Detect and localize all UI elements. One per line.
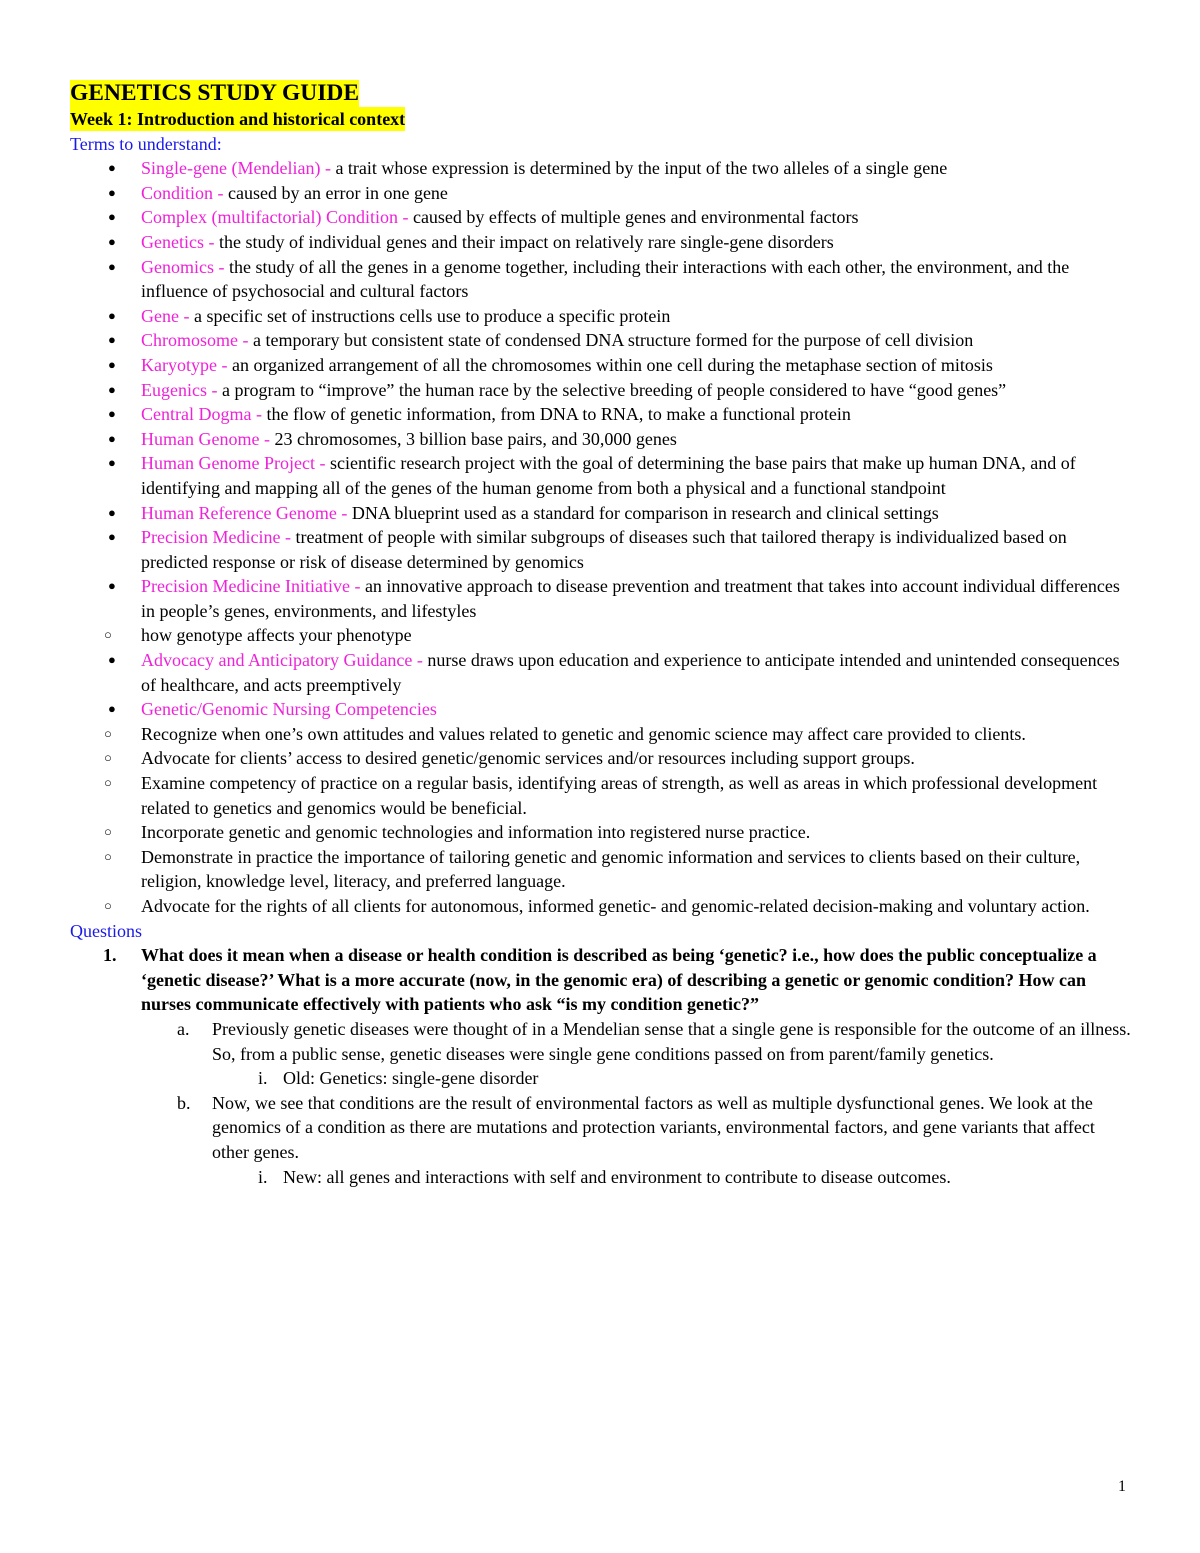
hollow-bullet-icon: ○ bbox=[104, 725, 112, 741]
term-definition: caused by effects of multiple genes and environmental factors bbox=[408, 207, 859, 228]
term-definition: the study of individual genes and their impact on relatively rare single-gene disorders bbox=[214, 231, 834, 252]
term-subitem-text: how genotype affects your phenotype bbox=[141, 625, 412, 646]
competency-item bbox=[70, 894, 1132, 919]
term-item bbox=[70, 427, 1132, 452]
term-item bbox=[70, 574, 1132, 648]
term-label: Genetic/Genomic Nursing Competencies bbox=[141, 699, 437, 720]
answer-item bbox=[141, 1017, 1132, 1091]
competency-item bbox=[70, 771, 1132, 820]
term-label: Genetics - bbox=[141, 231, 215, 252]
term-definition: caused by an error in one gene bbox=[223, 182, 448, 203]
competency-text: Incorporate genetic and genomic technologies and information into registered nurse practice. bbox=[141, 822, 811, 843]
term-definition: a temporary but consistent state of condensed DNA structure formed for the purpose of cell division bbox=[248, 330, 974, 351]
hollow-bullet-icon: ○ bbox=[104, 627, 112, 643]
term-label: Karyotype - bbox=[141, 354, 228, 375]
answer-label: b. bbox=[177, 1092, 191, 1113]
answer-subitem bbox=[212, 1165, 1132, 1190]
term-label: Complex (multifactorial) Condition - bbox=[141, 207, 409, 228]
doc-title: GENETICS STUDY GUIDE bbox=[70, 80, 360, 106]
term-label: Chromosome - bbox=[141, 330, 249, 351]
bullet-icon: ● bbox=[108, 160, 116, 176]
term-definition: a trait whose expression is determined by the input of the two alleles of a single gene bbox=[330, 158, 948, 179]
answer-sub-label: i. bbox=[258, 1166, 268, 1187]
term-item bbox=[70, 181, 1132, 206]
page-number: 1 bbox=[1118, 1478, 1126, 1495]
term-definition: an innovative approach to disease prevention and treatment that takes into account individual differences in people’s genes, environments, and lifestyles bbox=[141, 576, 1120, 621]
answer-sub-text: Old: Genetics: single-gene disorder bbox=[283, 1068, 539, 1089]
competency-text: Demonstrate in practice the importance of tailoring genetic and genomic information and services to clients based on their culture, religion, knowledge level, literacy, and preferred language. bbox=[141, 846, 1081, 892]
term-subitem bbox=[70, 623, 1132, 648]
bullet-icon: ● bbox=[108, 184, 116, 200]
bullet-icon: ● bbox=[108, 504, 116, 520]
questions-list bbox=[70, 943, 1132, 1189]
term-label: Eugenics - bbox=[141, 379, 218, 400]
bullet-icon: ● bbox=[108, 332, 116, 348]
term-label: Gene - bbox=[141, 305, 190, 326]
bullet-icon: ● bbox=[108, 652, 116, 668]
term-definition: the study of all the genes in a genome together, including their interactions with each other, the environment, and the influence of psychosocial and cultural factors bbox=[141, 256, 1070, 302]
term-definition: DNA blueprint used as a standard for comparison in research and clinical settings bbox=[347, 502, 939, 523]
term-item bbox=[70, 451, 1132, 500]
competency-item bbox=[70, 722, 1132, 747]
term-label: Human Genome Project - bbox=[141, 453, 326, 474]
term-item bbox=[70, 353, 1132, 378]
bullet-icon: ● bbox=[108, 701, 116, 717]
term-label: Genomics - bbox=[141, 256, 225, 277]
terms-heading: Terms to understand: bbox=[70, 133, 222, 154]
competency-text: Advocate for clients’ access to desired genetic/genomic services and/or resources including support groups. bbox=[141, 748, 915, 769]
bullet-icon: ● bbox=[108, 381, 116, 397]
term-label: Human Genome - bbox=[141, 428, 270, 449]
term-definition: an organized arrangement of all the chromosomes within one cell during the metaphase section of mitosis bbox=[227, 354, 993, 375]
question-text: What does it mean when a disease or health condition is described as being ‘genetic? i.e., how does the public conceptualize a ‘genetic disease?’ What is a more accurate (now, in the genomic era) of describing a genetic or genomic condition? How can nurses communicate effectively with patients who ask “is my condition genetic?” bbox=[141, 945, 1097, 1015]
term-definition: nurse draws upon education and experience to anticipate intended and unintended consequences of healthcare, and acts preemptively bbox=[141, 650, 1120, 695]
term-definition: a program to “improve” the human race by the selective breeding of people considered to have “good genes” bbox=[217, 379, 1007, 400]
bullet-icon: ● bbox=[108, 209, 116, 225]
hollow-bullet-icon: ○ bbox=[104, 775, 112, 791]
question-number: 1. bbox=[103, 945, 117, 966]
bullet-icon: ● bbox=[108, 529, 116, 545]
term-item bbox=[70, 378, 1132, 403]
competency-item bbox=[70, 820, 1132, 845]
bullet-icon: ● bbox=[108, 356, 116, 372]
hollow-bullet-icon: ○ bbox=[104, 898, 112, 913]
term-sublist bbox=[70, 623, 1132, 648]
answer-sublist bbox=[141, 1165, 1132, 1190]
bullet-icon: ● bbox=[108, 258, 116, 274]
answer-sublist bbox=[141, 1066, 1132, 1091]
document-page bbox=[70, 80, 1132, 1189]
bullet-icon: ● bbox=[108, 406, 116, 422]
bullet-icon: ● bbox=[108, 578, 116, 594]
answer-sub-text: New: all genes and interactions with self and environment to contribute to disease outcomes. bbox=[283, 1166, 951, 1187]
term-item bbox=[70, 648, 1132, 697]
questions-heading: Questions bbox=[70, 920, 142, 941]
term-item bbox=[70, 501, 1132, 526]
term-definition: the flow of genetic information, from DNA to RNA, to make a functional protein bbox=[261, 404, 851, 425]
bullet-icon: ● bbox=[108, 233, 116, 249]
term-item bbox=[70, 402, 1132, 427]
answer-text: Previously genetic diseases were thought of in a Mendelian sense that a single gene is responsible for the outcome of an illness. So, from a public sense, genetic diseases were single gene conditions passed on from parent/family genetics. bbox=[212, 1018, 1131, 1064]
competency-item bbox=[70, 746, 1132, 771]
term-label: Precision Medicine - bbox=[141, 527, 291, 548]
answer-text: Now, we see that conditions are the result of environmental factors as well as multiple dysfunctional genes. We look at the genomics of a condition as there are mutations and protection variants, environmental factors, and gene variants that affect other genes. bbox=[212, 1092, 1095, 1162]
competency-text: Recognize when one’s own attitudes and values related to genetic and genomic science may affect care provided to clients. bbox=[141, 723, 1026, 744]
answer-label: a. bbox=[177, 1018, 190, 1039]
answers-list bbox=[70, 1017, 1132, 1189]
bullet-icon: ● bbox=[108, 307, 116, 323]
week-heading: Week 1: Introduction and historical context bbox=[70, 109, 406, 129]
hollow-bullet-icon: ○ bbox=[104, 848, 112, 864]
term-label: Advocacy and Anticipatory Guidance - bbox=[141, 650, 423, 671]
competencies-list bbox=[70, 722, 1132, 919]
bullet-icon: ● bbox=[108, 455, 116, 471]
answer-item bbox=[141, 1091, 1132, 1189]
term-item bbox=[70, 230, 1132, 255]
term-label: Precision Medicine Initiative - bbox=[141, 576, 361, 597]
term-item bbox=[70, 525, 1132, 574]
term-item bbox=[70, 255, 1132, 304]
term-label: Condition - bbox=[141, 182, 224, 203]
terms-list bbox=[70, 156, 1132, 918]
term-item bbox=[70, 697, 1132, 918]
term-item bbox=[70, 328, 1132, 353]
week-line bbox=[70, 107, 1132, 132]
term-item bbox=[70, 156, 1132, 181]
answer-subitem bbox=[212, 1066, 1132, 1091]
term-definition: treatment of people with similar subgroups of diseases such that tailored therapy is individualized based on predicted response or risk of disease determined by genomics bbox=[141, 527, 1067, 572]
term-definition: 23 chromosomes, 3 billion base pairs, and 30,000 genes bbox=[269, 428, 677, 449]
term-item bbox=[70, 205, 1132, 230]
hollow-bullet-icon: ○ bbox=[104, 750, 112, 766]
term-label: Central Dogma - bbox=[141, 404, 262, 425]
term-definition: scientific research project with the goal of determining the base pairs that make up human DNA, and of identifying and mapping all of the genes of the human genome from both a physical and a functional standpoint bbox=[141, 453, 1076, 498]
answer-sub-label: i. bbox=[258, 1068, 268, 1089]
term-label: Human Reference Genome - bbox=[141, 502, 348, 523]
competency-text: Examine competency of practice on a regular basis, identifying areas of strength, as well as areas in which professional development related to genetics and genomics would be beneficial. bbox=[141, 773, 1098, 818]
term-item bbox=[70, 304, 1132, 329]
competency-item bbox=[70, 845, 1132, 894]
term-definition: a specific set of instructions cells use to produce a specific protein bbox=[189, 305, 671, 326]
term-label: Single-gene (Mendelian) - bbox=[141, 158, 331, 179]
hollow-bullet-icon: ○ bbox=[104, 824, 112, 840]
bullet-icon: ● bbox=[108, 430, 116, 446]
competency-text: Advocate for the rights of all clients for autonomous, informed genetic- and genomic-related decision-making and voluntary action. bbox=[141, 896, 1090, 916]
title-line bbox=[70, 80, 1132, 107]
question-item bbox=[70, 943, 1132, 1189]
